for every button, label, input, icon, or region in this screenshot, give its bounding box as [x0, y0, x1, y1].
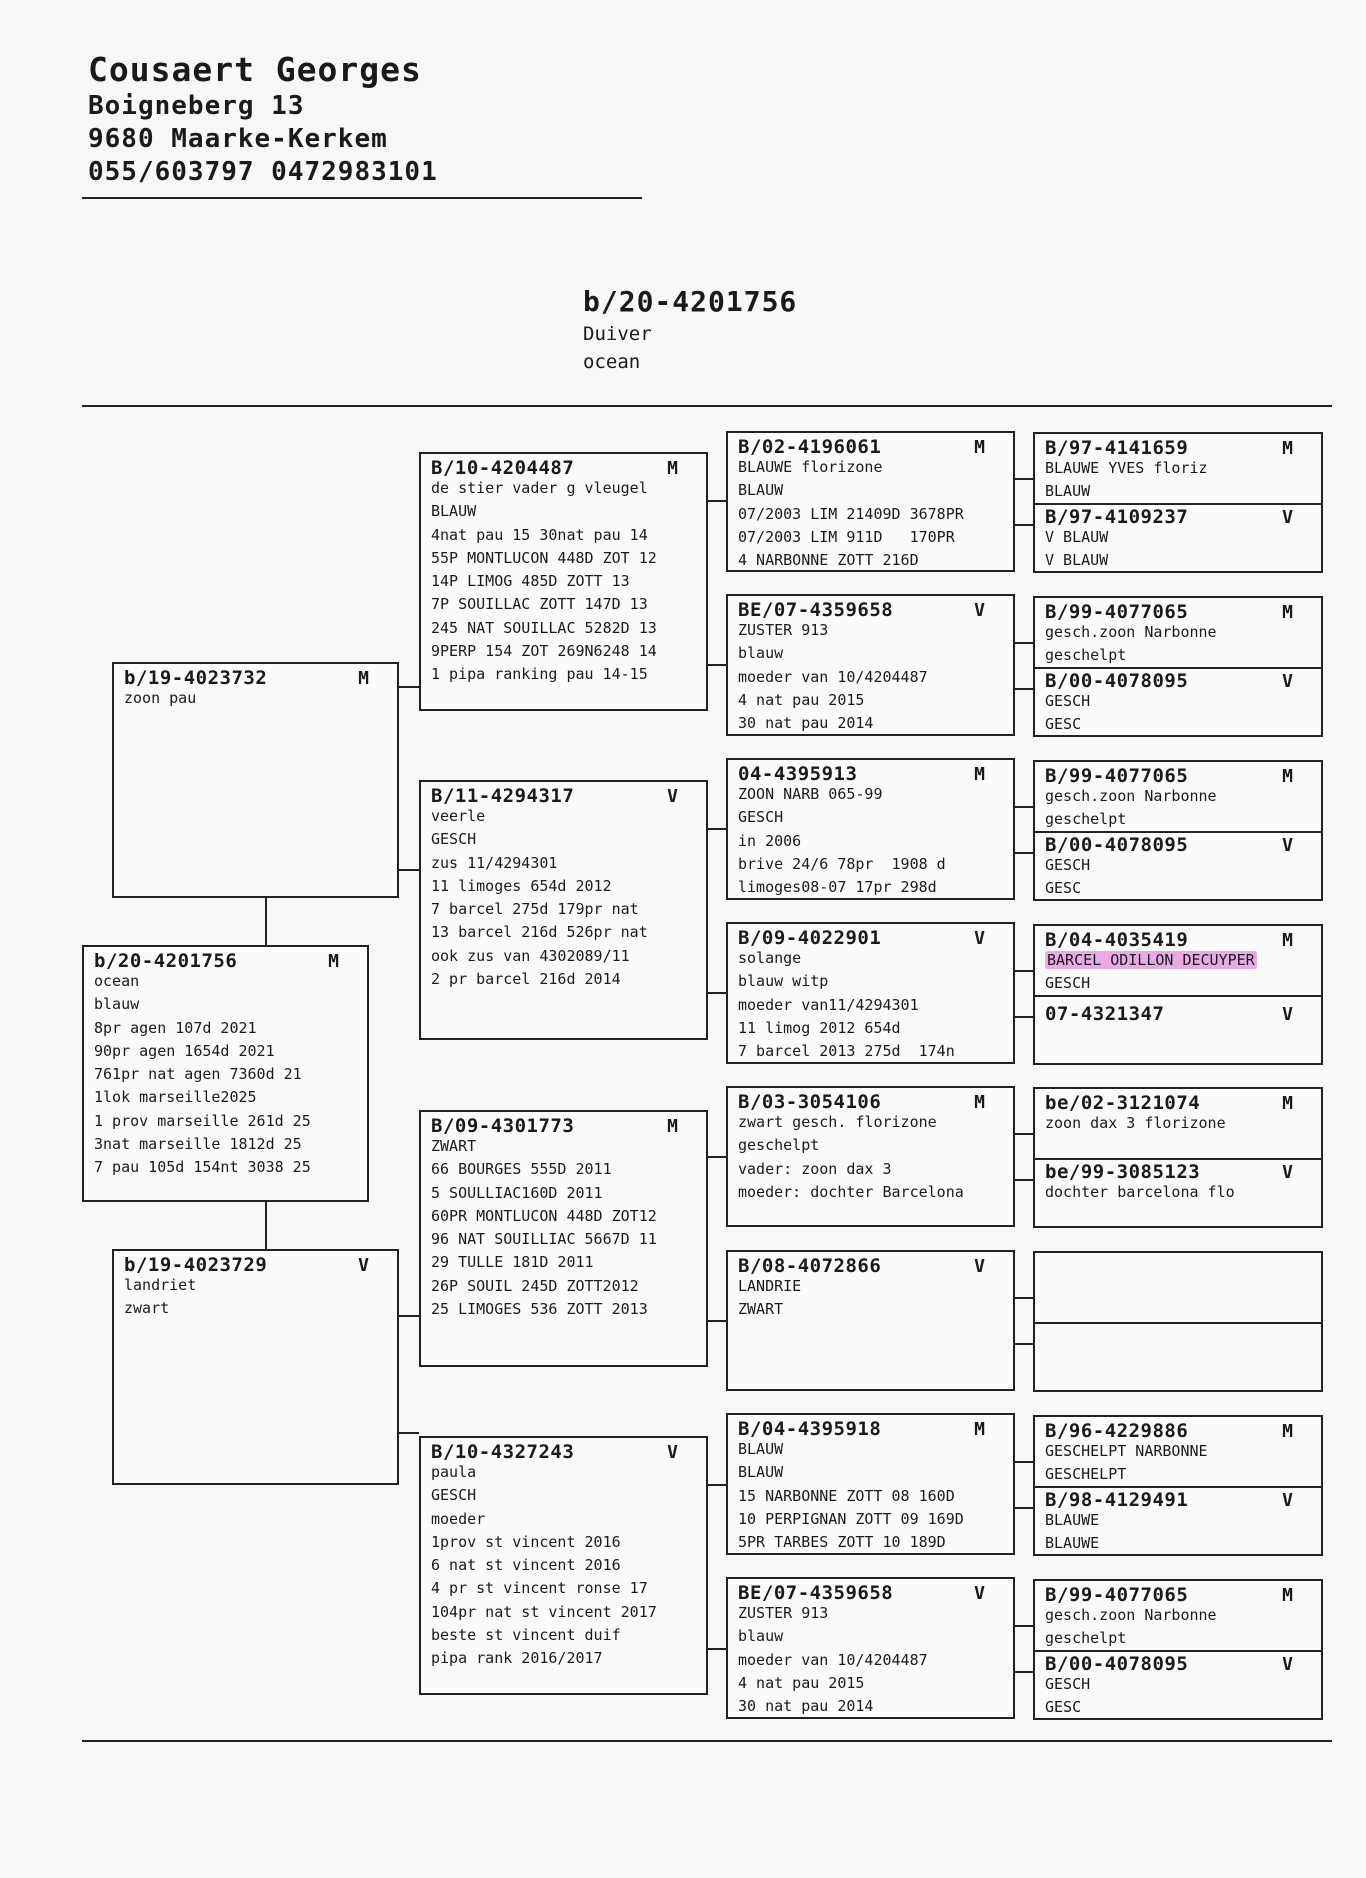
pedigree-box-gen4-2 [726, 594, 1015, 736]
info-line [1045, 949, 1313, 972]
info-line: BLAUW [431, 502, 477, 521]
connector-line [399, 1315, 419, 1317]
pedigree-box-gen4-7 [726, 1413, 1015, 1555]
connector-line [265, 898, 267, 945]
info-line: GESCH [1045, 974, 1091, 993]
connector-line [399, 686, 419, 688]
connector-line [1015, 688, 1033, 690]
info-line: 15 NARBONNE ZOTT 08 160D [738, 1486, 955, 1505]
ring-number: B/99-4077065 [1045, 765, 1189, 787]
sex-label: M [1282, 766, 1293, 787]
sex-label: M [667, 1116, 678, 1137]
ring-number: B/97-4109237 [1045, 506, 1189, 528]
ring-number: b/19-4023732 [124, 667, 268, 689]
ring-number: B/10-4204487 [431, 457, 575, 479]
connector-line [1015, 1625, 1033, 1627]
connector-line [1015, 1016, 1033, 1018]
connector-line [399, 869, 419, 871]
info-line: 1 pipa ranking pau 14-15 [431, 665, 648, 684]
info-line: 1lok marseille2025 [94, 1088, 257, 1107]
info-line: zwart gesch. florizone [738, 1113, 937, 1131]
info-line: 4 nat pau 2015 [738, 1673, 865, 1692]
subject-block [583, 284, 797, 376]
info-line: BLAUW [1045, 482, 1091, 501]
info-line: 25 LIMOGES 536 ZOTT 2013 [431, 1300, 648, 1319]
connector-line [1015, 1343, 1033, 1345]
info-line: moeder [431, 1509, 486, 1528]
info-line: ZOON NARB 065-99 [738, 785, 883, 803]
info-line: 07/2003 LIM 911D 170PR [738, 527, 955, 546]
sex-label: M [358, 668, 369, 689]
info-line: in 2006 [738, 831, 802, 850]
highlighted-text: BARCEL ODILLON DECUYPER [1047, 951, 1255, 969]
sex-label: M [1282, 438, 1293, 459]
ring-number: B/00-4078095 [1045, 1653, 1189, 1675]
ring-number: B/09-4301773 [431, 1115, 575, 1137]
subject-sex: Duiver [583, 323, 652, 345]
info-line: limoges08-07 17pr 298d [738, 878, 937, 897]
info-line: 4 pr st vincent ronse 17 [431, 1579, 648, 1598]
info-line: gesch.zoon Narbonne [1045, 787, 1217, 805]
sex-label: V [1282, 1004, 1293, 1025]
owner-city: 9680 Maarke-Kerkem [88, 124, 388, 154]
info-line: 3nat marseille 1812d 25 [94, 1135, 302, 1154]
connector-line [1015, 1297, 1033, 1299]
info-line: 1prov st vincent 2016 [431, 1532, 621, 1551]
ring-number: B/00-4078095 [1045, 834, 1189, 856]
ring-number: B/08-4072866 [738, 1255, 882, 1277]
pedigree-box-sire-sire [419, 452, 708, 711]
ring-number: B/04-4035419 [1045, 929, 1189, 951]
owner-header [88, 50, 438, 189]
info-line: ocean [94, 972, 140, 990]
ring-number: B/10-4327243 [431, 1441, 575, 1463]
info-line: vader: zoon dax 3 [738, 1159, 892, 1178]
info-line: 96 NAT SOUILLIAC 5667D 11 [431, 1230, 657, 1249]
info-line: 13 barcel 216d 526pr nat [431, 923, 648, 942]
sex-label: V [667, 786, 678, 807]
sex-label: M [974, 1092, 985, 1113]
info-line: V BLAUW [1045, 551, 1109, 570]
connector-line [1015, 524, 1033, 526]
info-line: 90pr agen 1654d 2021 [94, 1041, 275, 1060]
info-line: zoon pau [124, 689, 197, 707]
info-line: V BLAUW [1045, 528, 1109, 546]
ring-number: B/09-4022901 [738, 927, 882, 949]
pedigree-box-sire [112, 662, 399, 898]
info-line: 30 nat pau 2014 [738, 714, 874, 733]
info-line: brive 24/6 78pr 1908 d [738, 854, 946, 873]
ring-number: B/04-4395918 [738, 1418, 882, 1440]
connector-line [1015, 1179, 1033, 1181]
pedigree-box-dam-sire [419, 1110, 708, 1367]
connector-line [1015, 1133, 1033, 1135]
ring-number: B/96-4229886 [1045, 1420, 1189, 1442]
connector-line [1015, 642, 1033, 644]
connector-line [708, 828, 726, 830]
info-line: GESCH [431, 1486, 477, 1505]
info-line: moeder van11/4294301 [738, 995, 919, 1014]
sex-label: M [328, 951, 339, 972]
info-line: de stier vader g vleugel [431, 479, 648, 497]
info-line: 245 NAT SOUILLAC 5282D 13 [431, 618, 657, 637]
info-line: geschelpt [1045, 1629, 1127, 1648]
sex-label: V [1282, 507, 1293, 528]
connector-line [399, 1432, 419, 1434]
sex-label: V [1282, 1654, 1293, 1675]
connector-line [708, 992, 726, 994]
info-line: blauw [738, 644, 784, 663]
pedigree-box-sire-dam [419, 780, 708, 1040]
sex-label: M [1282, 602, 1293, 623]
info-line: 66 BOURGES 555D 2011 [431, 1160, 612, 1179]
pedigree-box-dam [112, 1249, 399, 1485]
info-line: 11 limog 2012 654d [738, 1018, 901, 1037]
info-line: GESCHELPT [1045, 1465, 1127, 1484]
info-line: 11 limoges 654d 2012 [431, 876, 612, 895]
sex-label: V [1282, 671, 1293, 692]
info-line: 26P SOUIL 245D ZOTT2012 [431, 1276, 639, 1295]
sex-label: M [974, 1419, 985, 1440]
info-line: 1 prov marseille 261d 25 [94, 1111, 311, 1130]
info-line: 10 PERPIGNAN ZOTT 09 169D [738, 1509, 964, 1528]
info-line: GESCH [1045, 1675, 1091, 1693]
ring-number: 04-4395913 [738, 763, 858, 785]
info-line: zus 11/4294301 [431, 853, 558, 872]
info-line: GESC [1045, 1698, 1082, 1717]
bottom-divider [82, 1740, 1332, 1742]
ring-number: be/99-3085123 [1045, 1161, 1201, 1183]
ring-number: B/98-4129491 [1045, 1489, 1189, 1511]
sex-label: M [1282, 1093, 1293, 1114]
info-line: GESCH [1045, 856, 1091, 874]
info-line: geschelpt [1045, 810, 1127, 829]
info-line: zwart [124, 1299, 170, 1318]
info-line: 5PR TARBES ZOTT 10 189D [738, 1533, 946, 1552]
sex-label: V [1282, 1162, 1293, 1183]
pedigree-box-gen5-5 [1033, 1087, 1323, 1228]
info-line: gesch.zoon Narbonne [1045, 1606, 1217, 1624]
info-line: 7 barcel 275d 179pr nat [431, 900, 639, 919]
connector-line [1015, 1507, 1033, 1509]
info-line: 29 TULLE 181D 2011 [431, 1253, 594, 1272]
ring-number: 07-4321347 [1045, 1003, 1165, 1025]
info-line: paula [431, 1463, 477, 1481]
sex-label: M [974, 764, 985, 785]
sex-label: M [667, 458, 678, 479]
connector-line [265, 1202, 267, 1249]
pedigree-box-gen5-7 [1033, 1415, 1323, 1556]
ring-number: BE/07-4359658 [738, 1582, 894, 1604]
pedigree-box-gen5-1 [1033, 432, 1323, 573]
info-line: GESCHELPT NARBONNE [1045, 1442, 1208, 1460]
sex-label: V [974, 1583, 985, 1604]
sex-label: M [1282, 1421, 1293, 1442]
info-line: BLAUWE florizone [738, 458, 883, 476]
ring-number: B/99-4077065 [1045, 601, 1189, 623]
pedigree-box-self [82, 945, 369, 1202]
info-line: pipa rank 2016/2017 [431, 1649, 603, 1668]
ring-number: B/00-4078095 [1045, 670, 1189, 692]
info-line: 14P LIMOG 485D ZOTT 13 [431, 572, 630, 591]
info-line: blauw [94, 995, 140, 1014]
sex-label: V [358, 1255, 369, 1276]
info-line: moeder van 10/4204487 [738, 667, 928, 686]
ring-number: B/03-3054106 [738, 1091, 882, 1113]
info-line: BLAUW [738, 1463, 784, 1482]
info-line: BLAUWE YVES floriz [1045, 459, 1208, 477]
connector-line [1015, 970, 1033, 972]
pedigree-box-gen4-4 [726, 922, 1015, 1064]
info-line: BLAUW [738, 481, 784, 500]
info-line: veerle [431, 807, 486, 825]
pedigree-box-dam-dam [419, 1436, 708, 1695]
owner-street: Boigneberg 13 [88, 91, 305, 121]
pedigree-box-gen4-1 [726, 431, 1015, 572]
info-line: 761pr nat agen 7360d 21 [94, 1065, 302, 1084]
info-line: geschelpt [1045, 646, 1127, 665]
info-line: 9PERP 154 ZOT 269N6248 14 [431, 642, 657, 661]
info-line: moeder: dochter Barcelona [738, 1182, 964, 1201]
ring-number: b/20-4201756 [94, 950, 238, 972]
subject-ring: b/20-4201756 [583, 285, 798, 318]
pedigree-box-gen5-8 [1033, 1579, 1323, 1720]
ring-number: BE/07-4359658 [738, 599, 894, 621]
ring-number: b/19-4023729 [124, 1254, 268, 1276]
owner-name: Cousaert Georges [88, 50, 422, 89]
info-line: 7 barcel 2013 275d 174n [738, 1042, 955, 1061]
info-line: blauw [738, 1627, 784, 1646]
info-line: ook zus van 4302089/11 [431, 946, 630, 965]
info-line: geschelpt [738, 1136, 820, 1155]
ring-number: be/02-3121074 [1045, 1092, 1201, 1114]
ring-number: B/97-4141659 [1045, 437, 1189, 459]
ring-number: B/11-4294317 [431, 785, 575, 807]
info-line: beste st vincent duif [431, 1626, 621, 1645]
connector-line [708, 1156, 726, 1158]
info-line: BLAUWE [1045, 1511, 1100, 1529]
info-line: BLAUW [738, 1440, 784, 1458]
info-line: zoon dax 3 florizone [1045, 1114, 1226, 1132]
info-line: 60PR MONTLUCON 448D ZOT12 [431, 1206, 657, 1225]
info-line: 4nat pau 15 30nat pau 14 [431, 525, 648, 544]
pedigree-box-gen5-6 [1033, 1251, 1323, 1392]
info-line: 4 nat pau 2015 [738, 690, 865, 709]
sex-label: V [1282, 835, 1293, 856]
ring-number: B/02-4196061 [738, 436, 882, 458]
info-line: 104pr nat st vincent 2017 [431, 1602, 657, 1621]
info-line: gesch.zoon Narbonne [1045, 623, 1217, 641]
sex-label: V [974, 1256, 985, 1277]
sex-label: V [667, 1442, 678, 1463]
connector-line [1015, 852, 1033, 854]
connector-line [1015, 478, 1033, 480]
info-line: 7P SOUILLAC ZOTT 147D 13 [431, 595, 648, 614]
sex-label: V [974, 600, 985, 621]
info-line: 55P MONTLUCON 448D ZOT 12 [431, 548, 657, 567]
sex-label: V [974, 928, 985, 949]
connector-line [1015, 1671, 1033, 1673]
info-line: ZUSTER 913 [738, 1604, 829, 1622]
info-line: ZUSTER 913 [738, 621, 829, 639]
pedigree-box-gen5-4 [1033, 924, 1323, 1065]
info-line: 30 nat pau 2014 [738, 1697, 874, 1716]
info-line: blauw witp [738, 972, 829, 991]
info-line: 8pr agen 107d 2021 [94, 1018, 257, 1037]
connector-line [1015, 1461, 1033, 1463]
sex-label: M [1282, 930, 1293, 951]
info-line: solange [738, 949, 802, 967]
sex-label: V [1282, 1490, 1293, 1511]
info-line: 2 pr barcel 216d 2014 [431, 970, 621, 989]
info-line: GESCH [1045, 692, 1091, 710]
pedigree-box-gen4-5 [726, 1086, 1015, 1227]
header-divider [82, 197, 642, 199]
info-line: BLAUWE [1045, 1534, 1100, 1553]
sex-label: M [974, 437, 985, 458]
info-line: GESCH [431, 830, 477, 849]
info-line: 7 pau 105d 154nt 3038 25 [94, 1158, 311, 1177]
sex-label: M [1282, 1585, 1293, 1606]
ring-number: B/99-4077065 [1045, 1584, 1189, 1606]
info-line: dochter barcelona flo [1045, 1183, 1235, 1201]
pedigree-box-gen4-3 [726, 758, 1015, 900]
owner-phones: 055/603797 0472983101 [88, 157, 438, 187]
info-line: 5 SOULLIAC160D 2011 [431, 1183, 603, 1202]
pedigree-box-gen5-2 [1033, 596, 1323, 737]
info-line: LANDRIE [738, 1277, 802, 1295]
pedigree-box-gen5-3 [1033, 760, 1323, 901]
info-line: 6 nat st vincent 2016 [431, 1556, 621, 1575]
connector-line [708, 1648, 726, 1650]
info-line: GESC [1045, 715, 1082, 734]
top-divider [82, 405, 1332, 407]
subject-name: ocean [583, 351, 641, 373]
info-line: GESCH [738, 808, 784, 827]
info-line: 4 NARBONNE ZOTT 216D [738, 551, 919, 570]
info-line: moeder van 10/4204487 [738, 1650, 928, 1669]
pedigree-box-gen4-6 [726, 1250, 1015, 1391]
info-line: ZWART [431, 1137, 477, 1155]
info-line: 07/2003 LIM 21409D 3678PR [738, 504, 964, 523]
connector-line [708, 664, 726, 666]
connector-line [708, 1484, 726, 1486]
info-line: GESC [1045, 879, 1082, 898]
connector-line [1015, 806, 1033, 808]
info-line: ZWART [738, 1300, 784, 1319]
connector-line [708, 1320, 726, 1322]
info-line: landriet [124, 1276, 197, 1294]
pedigree-box-gen4-8 [726, 1577, 1015, 1719]
connector-line [708, 500, 726, 502]
